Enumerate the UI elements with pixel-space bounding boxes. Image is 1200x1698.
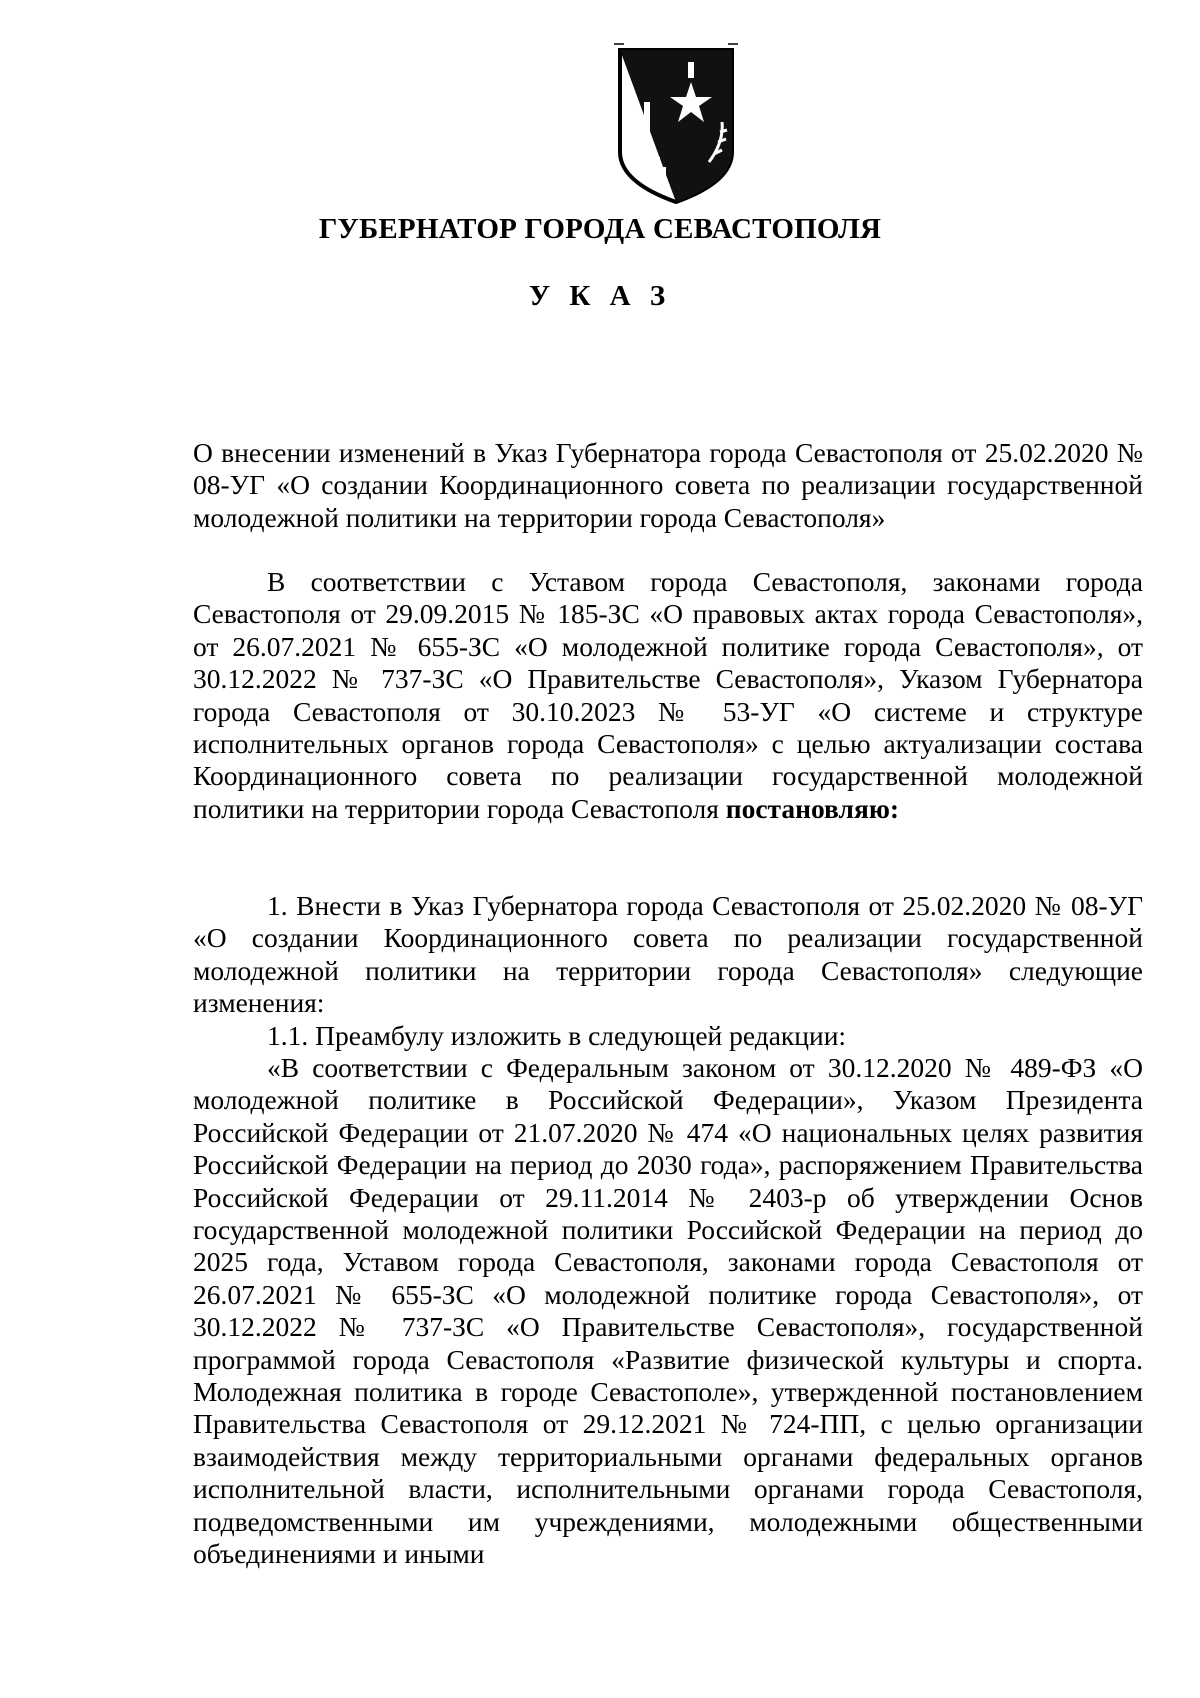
quoted-preamble: «В соответствии с Федеральным законом от 30.12.2020 № 489-ФЗ «О молодежной политике в Российской Федерации», Указом Президента Российской Федерации от 21.07.2020 № 474 «О национальных целях развития Российской Федерации на период до 2030 года», распоряжением Правительства Российской Федерации от 29.11.2014 № 2403-р об утверждении Основ государственной молодежной политики Российской Федерации на период до 2025 года, Уставом города Севастополя, законами города Севастополя от 26.07.2021 № 655-ЗС «О молодежной политике города Севастополя», от 30.12.2022 № 737-ЗС «О Правительстве Севастополя», государственной программой города Севастополя «Развитие физической культуры и спорта. Молодежная политика в городе Севастополе», утвержденной постановлением Правительства Севастополя от 29.12.2021 № 724-ПП, с целью организации взаимодействия между территориальными органами федеральных органов исполнительной власти, исполнительными органами города Севастополя, подведомственными им учреждениями, молодежными общественными объединениями и иными (193, 1052, 1143, 1570)
preamble-paragraph (193, 566, 1143, 825)
decree-subject: О внесении изменений в Указ Губернатора города Севастополя от 25.02.2020 № 08-УГ «О создании Координационного совета по реализации государственной молодежной политики на территории города Севастополя» (193, 437, 1143, 533)
item-1-1: 1.1. Преамбулу изложить в следующей редакции: (267, 1020, 847, 1051)
sevastopol-coat-of-arms-icon (614, 42, 738, 204)
item-1: 1. Внести в Указ Губернатора города Севастополя от 25.02.2020 № 08-УГ «О создании Координационного совета по реализации государственной молодежной политики на территории города Севастополя» следующие изменения: (193, 890, 1143, 1019)
page-title: ГУБЕРНАТОР ГОРОДА СЕВАСТОПОЛЯ (318, 213, 882, 245)
decree-word: постановляю: (725, 792, 900, 824)
preamble-text: В соответствии с Уставом города Севастополя, законами города Севастополя от 29.09.2015 № 185-ЗС «О правовых актах города Севастополя», от 26.07.2021 № 655-ЗС «О молодежной политике города Севастополя», от 30.12.2022 № 737-ЗС «О Правительстве Севастополя», Указом Губернатора города Севастополя от 30.10.2023 № 53-УГ «О системе и структуре исполнительных органов города Севастополя» с целью актуализации состава Координационного совета по реализации государственной молодежной политики на территории города Севастополя (193, 566, 1143, 824)
document-type: У К А З (528, 280, 672, 312)
